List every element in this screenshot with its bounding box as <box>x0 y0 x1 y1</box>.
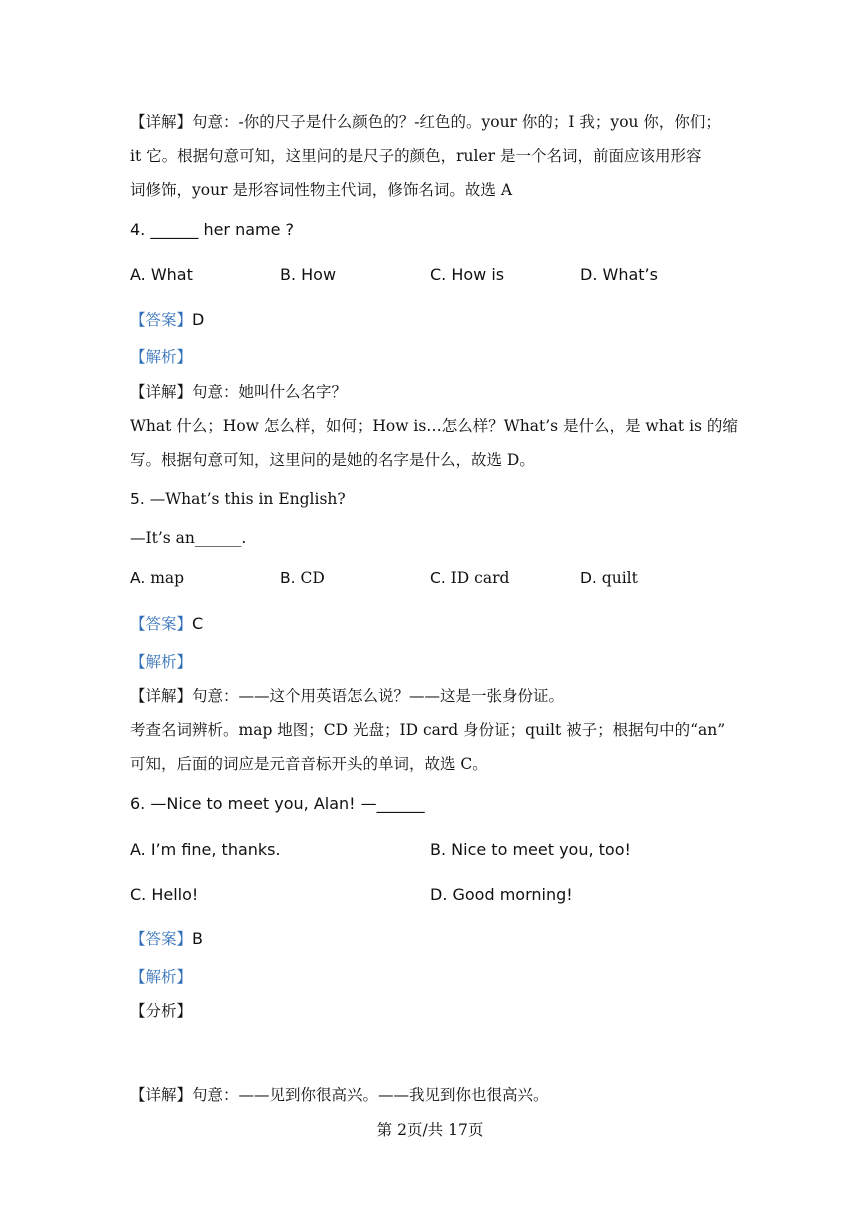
explanation-line: it 它。根据句意可知，这里问的是尺子的颜色，ruler 是一个名词，前面应该用形容 <box>130 147 702 165</box>
q5-answer <box>130 614 203 634</box>
question-5-stem-line2: —It’s an______. <box>130 529 247 547</box>
q5-detail-line: 【详解】句意：——这个用英语怎么说？——这是一张身份证。 <box>130 687 565 705</box>
answer-label: 【答案】 <box>130 311 193 329</box>
q5-option-d: D. quilt <box>580 569 638 587</box>
q6-fenxi-label: 【分析】 <box>130 1002 193 1020</box>
q5-option-a: A. map <box>130 569 185 587</box>
question-number: 5. <box>130 490 145 508</box>
q4-analysis-label: 【解析】 <box>130 348 193 366</box>
answer-label: 【答案】 <box>130 930 193 948</box>
question-4-stem: 4. ______ her name ? <box>130 220 295 239</box>
q6-option-a: A. I’m fine, thanks. <box>130 840 281 859</box>
q5-detail-line: 考查名词辨析。map 地图；CD 光盘；ID card 身份证；quilt 被子；根据句中的“an” <box>130 721 726 739</box>
q4-option-c: C. How is <box>430 265 505 284</box>
q4-detail-line: 【详解】句意：她叫什么名字？ <box>130 383 348 401</box>
question-text: —What’s this in English? <box>144 490 346 508</box>
q6-option-b: B. Nice to meet you, too! <box>430 840 631 859</box>
answer-value: D <box>192 310 205 329</box>
q4-option-d: D. What’s <box>580 265 658 284</box>
page-footer: 第 2页/共 17页 <box>376 1121 484 1139</box>
explanation-line: 【详解】句意：-你的尺子是什么颜色的？-红色的。your 你的；I 我；you 你，你们； <box>130 113 721 131</box>
q6-analysis-label: 【解析】 <box>130 968 193 986</box>
answer-value: B <box>192 929 203 948</box>
q6-detail-line: 【详解】句意：——见到你很高兴。——我见到你也很高兴。 <box>130 1086 549 1104</box>
q4-answer <box>130 310 204 330</box>
explanation-line: 词修饰，your 是形容词性物主代词，修饰名词。故选 A <box>130 181 513 199</box>
question-6-stem: 6. —Nice to meet you, Alan! —______ <box>130 794 425 813</box>
q4-option-a: A. What <box>130 265 193 284</box>
q5-detail-line: 可知，后面的词应是元音音标开头的单词，故选 C。 <box>130 755 488 773</box>
q4-option-b: B. How <box>280 265 337 284</box>
question-5-stem <box>130 490 346 509</box>
q4-detail-line: 写。根据句意可知，这里问的是她的名字是什么，故选 D。 <box>130 451 535 469</box>
answer-value: C <box>192 614 204 633</box>
q5-analysis-label: 【解析】 <box>130 653 193 671</box>
q5-option-b: B. CD <box>280 569 325 587</box>
q6-answer <box>130 929 203 949</box>
q4-detail-line: What 什么；How 怎么样，如何；How is…怎么样？What’s 是什么，是 what is 的缩 <box>130 417 738 435</box>
q6-option-d: D. Good morning! <box>430 885 573 904</box>
answer-label: 【答案】 <box>130 615 193 633</box>
q5-option-c: C. ID card <box>430 569 510 587</box>
q6-option-c: C. Hello! <box>130 885 199 904</box>
